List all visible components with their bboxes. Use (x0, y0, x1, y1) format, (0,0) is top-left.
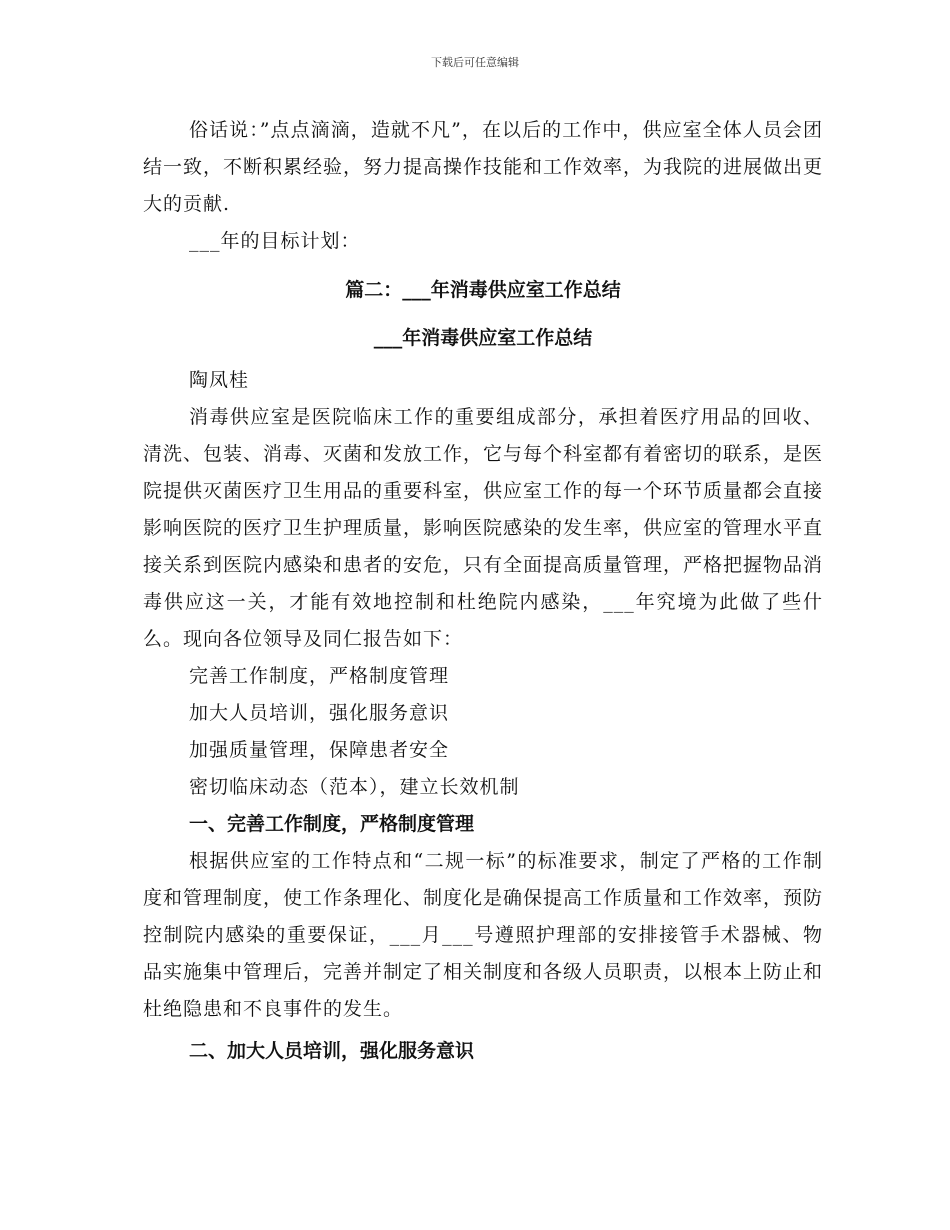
paragraph-goal-plan: ___年的目标计划： (189, 230, 361, 252)
page-header: 下载后可任意编辑 (431, 56, 519, 69)
paragraph-section-1: 根据供应室的工作特点和“二规一标”的标准要求，制定了严格的工作制度和管理制度，使工作条理化、制度化是确保提高工作质量和工作效率，预防控制院内感染的重要保证，___月___号遵照护理部的安排接管手术器械、物品实施集中管理后，完善并制定了相关制度和各级人员职责，以根本上防止和杜绝隐患和不良事件的发生。 (143, 850, 824, 1020)
list-item: 完善工作制度，严格制度管理 (189, 665, 450, 687)
section-heading-1: 一、完善工作制度，严格制度管理 (189, 813, 475, 835)
chapter-title: 篇二：___年消毒供应室工作总结 (345, 279, 621, 301)
author-name: 陶凤桂 (189, 369, 250, 391)
list-item: 加大人员培训，强化服务意识 (189, 702, 450, 724)
section-heading-2: 二、加大人员培训，强化服务意识 (189, 1040, 475, 1062)
list-item: 加强质量管理，保障患者安全 (189, 739, 450, 761)
document-title: ___年消毒供应室工作总结 (373, 327, 593, 349)
paragraph-intro: 消毒供应室是医院临床工作的重要组成部分，承担着医疗用品的回收、清洗、包装、消毒、灭菌和发放工作，它与每个科室都有着密切的联系，是医院提供灭菌医疗卫生用品的重要科室，供应室工作的每一个环节质量都会直接影响医院的医疗卫生护理质量，影响医院感染的发生率，供应室的管理水平直接关系到医院内感染和患者的安危，只有全面提高质量管理，严格把握物品消毒供应这一关，才能有效地控制和杜绝院内感染，___年究境为此做了些什么。现向各位领导及同仁报告如下： (143, 406, 824, 650)
document-body (143, 112, 823, 1074)
list-item: 密切临床动态（范本），建立长效机制 (189, 776, 520, 798)
paragraph-proverb: 俗话说：”点点滴滴，造就不凡”，在以后的工作中，供应室全体人员会团结一致，不断积累经验，努力提高操作技能和工作效率，为我院的进展做出更大的贡献. (143, 119, 824, 215)
